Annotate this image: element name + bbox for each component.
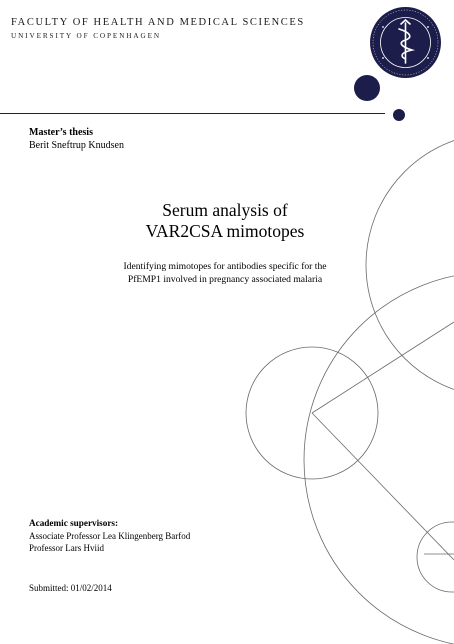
decor-line-upper: [312, 322, 454, 413]
decor-dot-small: [393, 109, 405, 121]
thesis-subtitle: [75, 261, 375, 286]
decor-circle-bottom-right: [417, 522, 454, 592]
university-name: UNIVERSITY OF COPENHAGEN: [11, 32, 161, 40]
thesis-title-line-2: VAR2CSA mimotopes: [145, 221, 305, 241]
decor-large-circle-middle: [304, 272, 454, 644]
thesis-title: [110, 200, 340, 242]
thesis-type-label: Master’s thesis: [29, 127, 93, 138]
supervisors-label: Academic supervisors:: [29, 518, 119, 528]
university-seal-icon: [368, 5, 443, 80]
header-rule: [0, 113, 385, 114]
thesis-subtitle-line-1: Identifying mimotopes for antibodies specific for the: [123, 261, 327, 272]
author-name: Berit Sneftrup Knudsen: [29, 140, 124, 151]
faculty-name: FACULTY OF HEALTH AND MEDICAL SCIENCES: [11, 17, 305, 28]
supervisor-name: Professor Lars Hviid: [29, 543, 104, 553]
submission-date: Submitted: 01/02/2014: [29, 583, 112, 593]
thesis-title-line-1: Serum analysis of: [162, 200, 288, 220]
thesis-subtitle-line-2: PfEMP1 involved in pregnancy associated malaria: [127, 273, 323, 285]
supervisor-name: Associate Professor Lea Klingenberg Barfod: [29, 531, 191, 541]
decor-large-circle-top: [366, 133, 454, 397]
decor-line-lower: [312, 413, 454, 560]
